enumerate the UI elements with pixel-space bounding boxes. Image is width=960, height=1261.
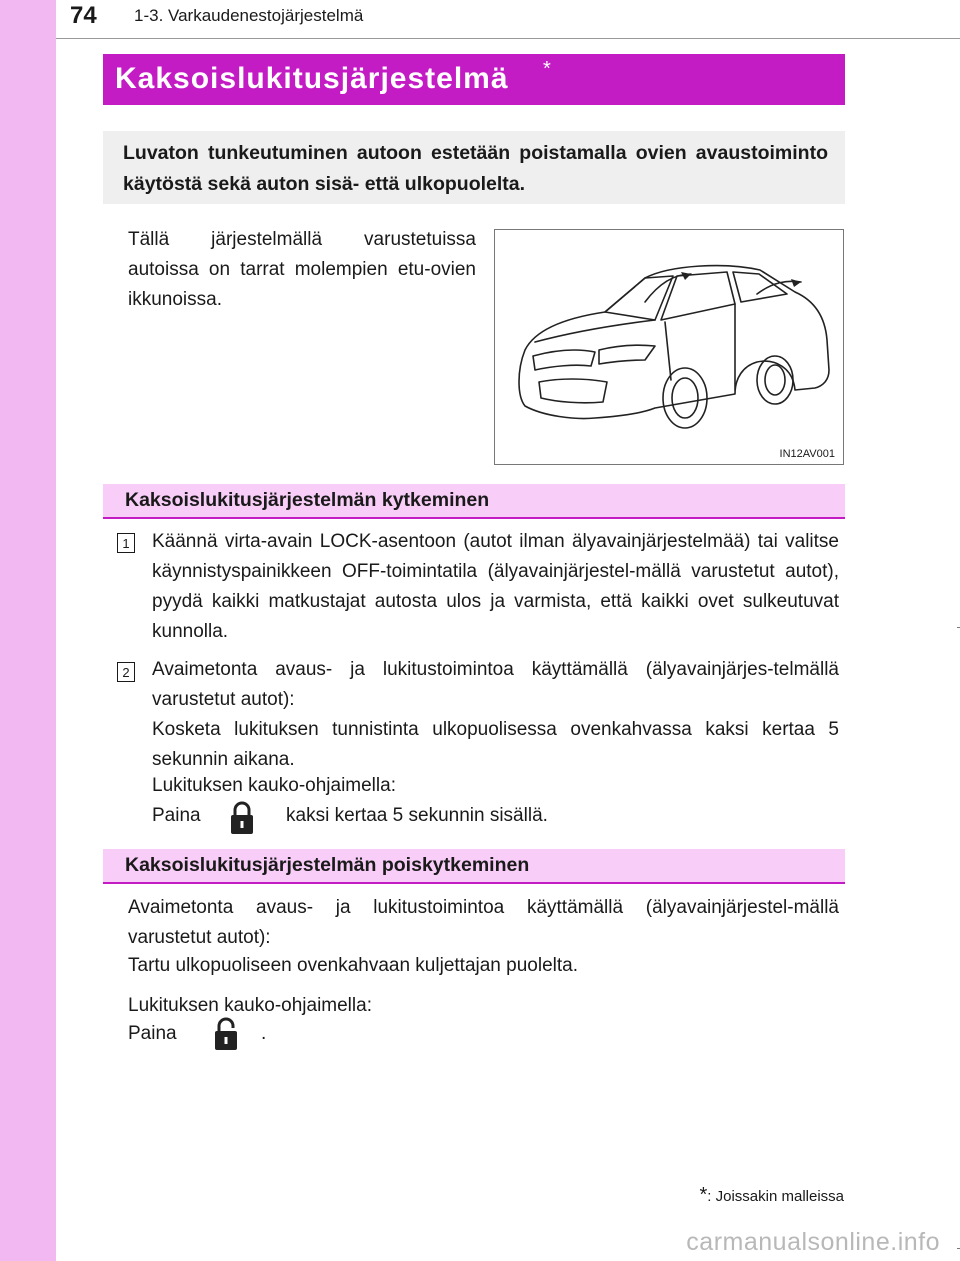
- footnote-text: : Joissakin malleissa: [707, 1188, 844, 1205]
- description-text: Tällä järjestelmällä varustetuissa autoissa on tarrat molempien etu-ovien ikkunoissa.: [128, 229, 476, 310]
- subheading-enable: [103, 484, 845, 519]
- header-divider: [56, 38, 960, 39]
- title-asterisk: *: [543, 58, 551, 80]
- step-number-2: 2: [117, 662, 135, 682]
- step-2-press-after: kaksi kertaa 5 sekunnin sisällä.: [286, 805, 548, 826]
- disable-press-label: Paina: [128, 1023, 177, 1044]
- subheading-enable-text: Kaksoislukitusjärjestelmän kytkeminen: [125, 489, 490, 511]
- step-2-text-a: Avaimetonta avaus- ja lukitustoimintoa käyttämällä (älyavainjärjes-telmällä varustetut autot):: [152, 659, 839, 710]
- car-figure: [494, 229, 844, 465]
- footnote: [699, 1184, 844, 1207]
- main-title: Kaksoislukitusjärjestelmä: [115, 62, 509, 95]
- step-number-1: 1: [117, 533, 135, 553]
- section-reference: 1-3. Varkaudenestojärjestelmä: [134, 6, 364, 25]
- step-1-text: Käännä virta-avain LOCK-asentoon (autot ilman älyavainjärjestelmää) tai valitse käynnistyspainikkeen OFF-toimintatila (älyavainjärjestel-mällä varustetut autot), pyydä kaikki matkustajat autosta ulos ja varmista, että kaikki ovet sulkeutuvat kunnolla.: [152, 531, 839, 642]
- footnote-asterisk: *: [699, 1184, 708, 1206]
- step-2-text-b: Kosketa lukituksen tunnistinta ulkopuolisessa ovenkahvassa kaksi kertaa 5 sekunnin aikana.: [152, 719, 839, 770]
- subheading-disable: [103, 849, 845, 884]
- intro-box: [103, 131, 845, 204]
- disable-text-a: Avaimetonta avaus- ja lukitustoimintoa käyttämällä (älyavainjärjestel-mällä varustetut autot):: [128, 897, 839, 948]
- car-illustration-icon: [495, 230, 843, 464]
- watermark: carmanualsonline.info: [686, 1228, 940, 1256]
- intro-text: Luvaton tunkeutuminen autoon estetään poistamalla ovien avaustoiminto käytöstä sekä auton sisä- että ulkopuolelta.: [123, 142, 828, 195]
- side-color-strip: [0, 0, 56, 1261]
- page-number: 74: [70, 2, 97, 29]
- step-2-press-label: Paina: [152, 805, 201, 826]
- step-2-text-c: Lukituksen kauko-ohjaimella:: [152, 775, 396, 796]
- main-title-banner: [103, 54, 845, 105]
- disable-text-c: Lukituksen kauko-ohjaimella:: [128, 995, 372, 1016]
- figure-code: IN12AV001: [779, 448, 835, 460]
- disable-text-b: Tartu ulkopuoliseen ovenkahvaan kuljettajan puolelta.: [128, 955, 578, 976]
- lock-closed-icon: [229, 801, 255, 835]
- disable-press-after: .: [261, 1023, 267, 1044]
- lock-open-icon: [213, 1017, 239, 1051]
- subheading-disable-text: Kaksoislukitusjärjestelmän poiskytkeminen: [125, 854, 530, 876]
